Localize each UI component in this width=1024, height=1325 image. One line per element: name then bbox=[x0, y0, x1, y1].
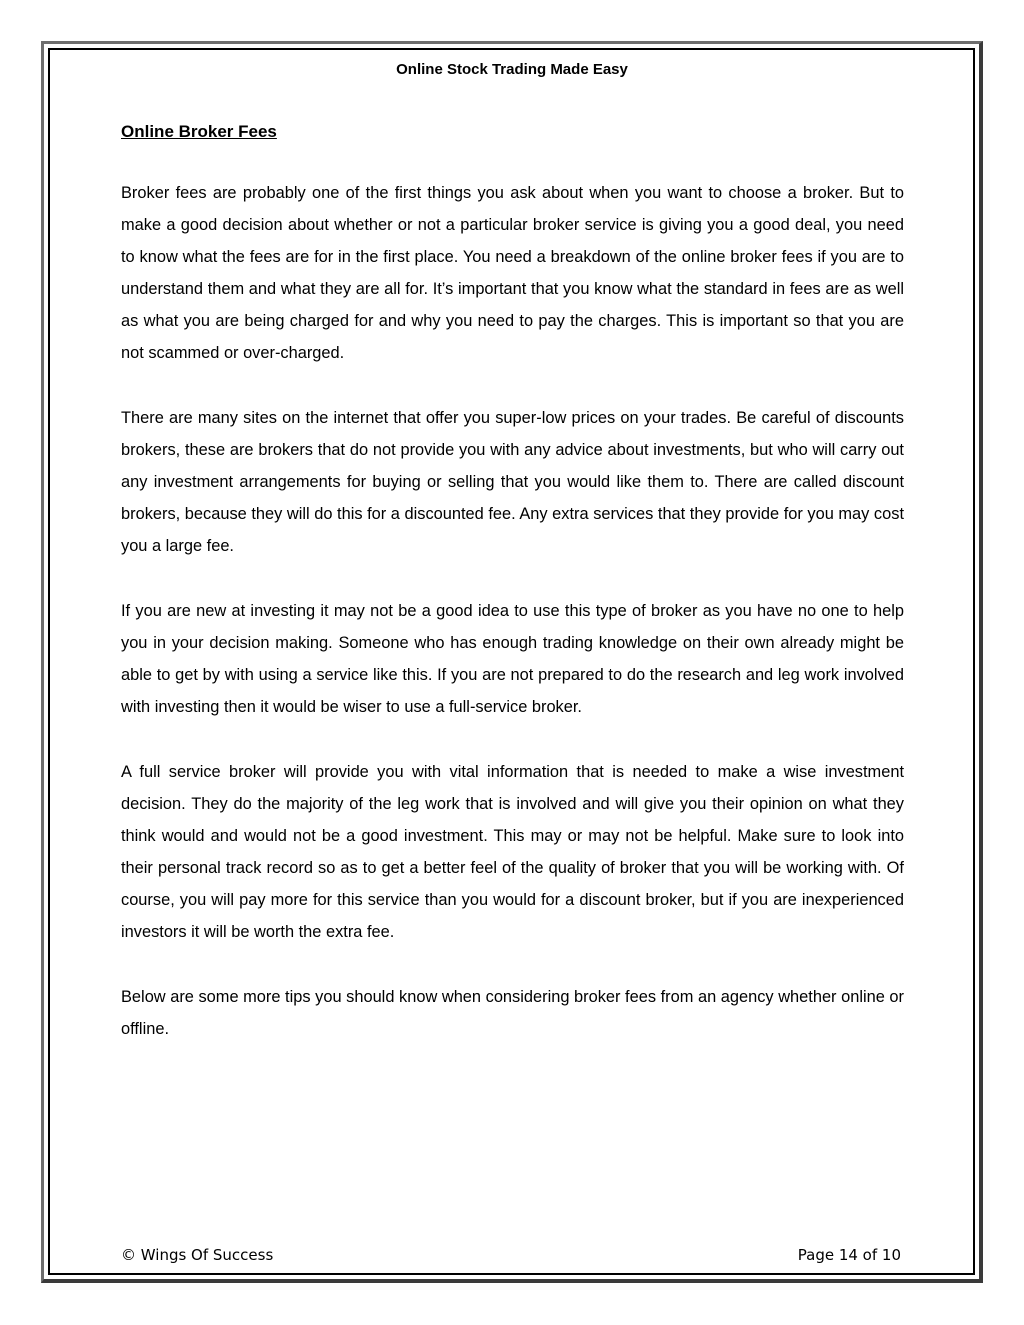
paragraph-broker-fees-intro: Broker fees are probably one of the first things you ask about when you want to choose a broker. But to make a good decision about whether or not a particular broker service is giving you a good deal, you need to know what the fees are for in the first place. You need a breakdown of the online broker fees if you are to understand them and what they are all for. It’s important that you know what the standard in fees are as well as what you are being charged for and why you need to pay the charges. This is important so that you are not scammed or over-charged. bbox=[121, 184, 904, 362]
footer-copyright: © Wings Of Success bbox=[121, 1246, 274, 1264]
section-heading: Online Broker Fees bbox=[121, 122, 277, 141]
paragraph-new-investors: If you are new at investing it may not be a good idea to use this type of broker as you have no one to help you in your decision making. Someone who has enough trading knowledge on their own already might be able to get by with using a service like this. If you are not prepared to do the research and leg work involved with investing then it would be wiser to use a full-service broker. bbox=[121, 602, 904, 716]
body-text bbox=[121, 177, 904, 1078]
document-header-title: Online Stock Trading Made Easy bbox=[396, 61, 628, 78]
paragraph-more-tips: Below are some more tips you should know when considering broker fees from an agency whether online or offline. bbox=[121, 988, 904, 1038]
paragraph-full-service-broker: A full service broker will provide you with vital information that is needed to make a wise investment decision. They do the majority of the leg work that is involved and will give you their opinion on what they think would and would not be a good investment. This may or may not be helpful. Make sure to look into their personal track record so as to get a better feel of the quality of broker that you will be working with. Of course, you will pay more for this service than you would for a discount broker, but if you are inexperienced investors it will be worth the extra fee. bbox=[121, 763, 904, 941]
paragraph-discount-brokers: There are many sites on the internet that offer you super-low prices on your trades. Be careful of discounts brokers, these are brokers that do not provide you with any advice about investments, but who will carry out any investment arrangements for buying or selling that you would like them to. There are called discount brokers, because they will do this for a discounted fee. Any extra services that they provide for you may cost you a large fee. bbox=[121, 409, 904, 555]
footer-page-number: Page 14 of 10 bbox=[797, 1246, 901, 1264]
